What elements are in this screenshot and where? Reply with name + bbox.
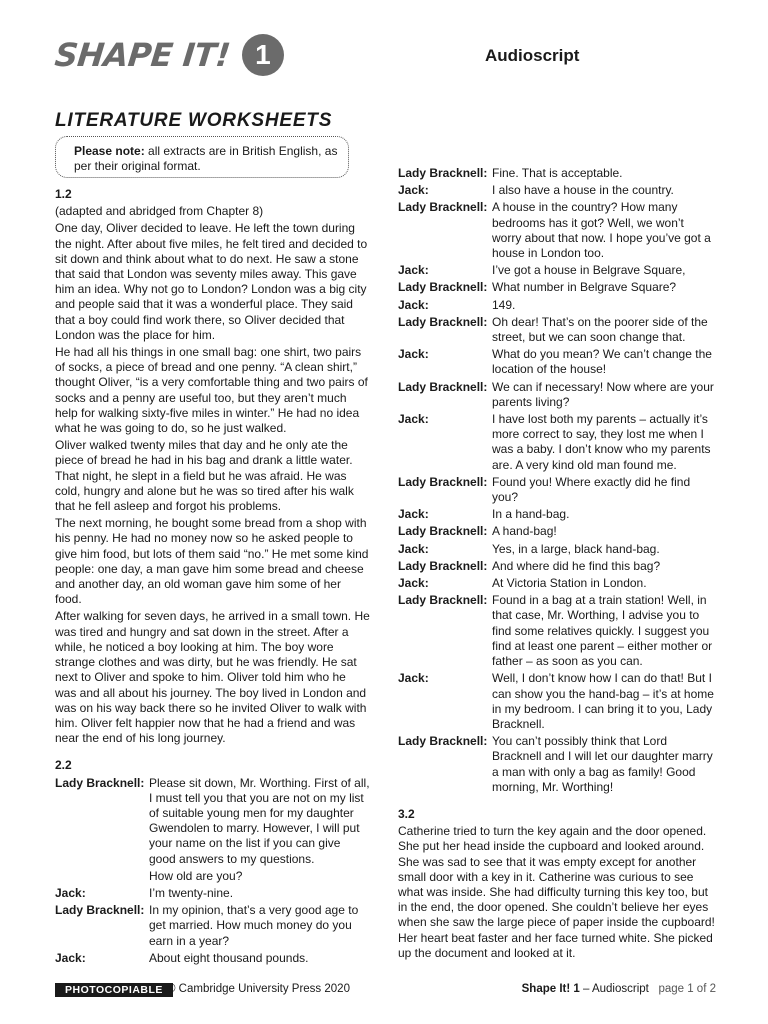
dialogue-line: And where did he find this bag? [492, 558, 661, 573]
speaker-name: Lady Bracknell: [398, 166, 488, 180]
dialogue-line: You can’t possibly think that Lord Bracknell and I will let our daughter marry a man with only a bag as family! Good morning, Mr. Worthing! [492, 734, 713, 794]
paragraph: The next morning, he bought some bread from a shop with his penny. He had no money now so he asked people to give him food, but lots of them said “no.” He met some kind people: one day, a man gave him some bread and cheese and another day, an old woman gave him some of her food. [55, 516, 369, 607]
logo [55, 34, 284, 76]
speaker-name: Jack: [398, 412, 429, 427]
page-title: Audioscript [485, 46, 580, 65]
dialogue-row [55, 886, 370, 901]
section-title: LITERATURE WORKSHEETS [55, 110, 333, 131]
speaker-name: Lady Bracknell: [55, 903, 145, 918]
dialogue-line: A hand-bag! [492, 524, 557, 539]
dialogue-row [398, 200, 716, 261]
speaker-name: Jack: [55, 885, 86, 900]
dialogue-line: In a hand-bag. [492, 507, 570, 522]
speaker-name: Lady Bracknell: [398, 200, 488, 215]
speaker-name: Lady Bracknell: [398, 558, 488, 573]
dialogue-row [398, 166, 716, 181]
dialogue-row [398, 315, 716, 345]
dialogue-row [398, 576, 716, 591]
dialogue-row [398, 524, 716, 539]
dialogue-line: What number in Belgrave Square? [492, 280, 677, 295]
speaker-name: Jack: [398, 541, 429, 556]
dialogue-row [55, 776, 370, 867]
dialogue-row [398, 542, 716, 557]
speaker-name: Jack: [398, 297, 429, 312]
dialogue-line: Please sit down, Mr. Worthing. First of all, I must tell you that you are not on my list of suitable young men for my daughter Gwendolen to marry. However, I will put your name on the list if you can give good answers to my questions. [149, 775, 370, 866]
dialogue-row [398, 412, 716, 473]
dialogue-line: At Victoria Station in London. [492, 576, 647, 591]
dialogue-row [398, 559, 716, 574]
dialogue-line: 149. [492, 297, 516, 312]
left-column [55, 187, 370, 968]
section-subtitle: (adapted and abridged from Chapter 8) [55, 204, 264, 219]
dialogue-line: Well, I don’t know how I can do that! But I can show you the hand-bag – it’s at home in my bedroom. I can bring it to you, Lady Bracknell. [492, 671, 714, 731]
footer-book: Shape It! 1 [521, 983, 580, 995]
dialogue-row [398, 671, 716, 732]
page-number: page 1 of 2 [658, 983, 716, 995]
dialogue-row [55, 903, 370, 949]
dialogue-line: We can if necessary! Now where are your parents living? [492, 379, 714, 409]
dialogue-row [398, 507, 716, 522]
speaker-name: Lady Bracknell: [398, 524, 488, 539]
dialogue-line: Yes, in a large, black hand-bag. [492, 541, 660, 556]
speaker-name: Jack: [398, 183, 429, 198]
dialogue-line: A house in the country? How many bedrooms has it got? Well, we won’t worry about that now. I hope you’ve got a house in London too. [492, 200, 711, 261]
speaker-name: Lady Bracknell: [398, 593, 488, 608]
dialogue-row [398, 475, 716, 505]
section-number-3-2: 3.2 [398, 806, 415, 821]
speaker-name: Jack: [398, 507, 429, 522]
dialogue-row [398, 593, 716, 669]
dialogue-line: I’ve got a house in Belgrave Square, [492, 263, 686, 278]
dialogue-line: Oh dear! That’s on the poorer side of the street, but we can soon change that. [492, 314, 708, 345]
dialogue-row [55, 869, 370, 884]
speaker-name: Jack: [55, 950, 86, 965]
speaker-name: Jack: [398, 347, 429, 362]
paragraph: Oliver walked twenty miles that day and he only ate the piece of bread he had in his bag and drank a little water. That night, he slept in a field but he was afraid. He was cold, hungry and alone but he was so tired after his walk that he fell asleep and forgot his problems. [55, 438, 354, 514]
photocopiable-badge: PHOTOCOPIABLE [55, 983, 173, 997]
speaker-name: Lady Bracknell: [55, 775, 145, 790]
footer-page-info [522, 983, 716, 995]
paragraph: One day, Oliver decided to leave. He left the town during the night. After about five miles, he felt tired and decided to sit down and think about what to do next. He saw a stone that said that London was seventy miles away. This gave him an idea. Why not go to London? London was a big city and people said that it was a wonderful place. They said that a boy could find work there, so Oliver decided that London was the place for him. [55, 221, 368, 342]
speaker-name: Jack: [398, 576, 429, 591]
note-box [55, 136, 349, 178]
paragraph: After walking for seven days, he arrived in a small town. He was tired and hungry and sat down in the street. After a while, he noticed a boy looking at him. The boy wore strange clothes and was dirty, but he was friendly. He sat next to Oliver and spoke to him. Oliver told him who he was and all about his journey. The boy lived in London and was on his way back there so he invited Oliver to walk with him. Oliver felt happier now that he had a friend and was near the end of his long journey. [55, 609, 370, 746]
dialogue-line: Fine. That is acceptable. [492, 166, 623, 180]
dialogue-row [398, 263, 716, 278]
footer-separator: – [579, 983, 592, 995]
speaker-name: Jack: [398, 263, 429, 278]
dialogue-line: Found in a bag at a train station! Well, in that case, Mr. Worthing, I advise you to find some relatives quickly. I suggest you find at least one parent – either mother or father – as soon as you can. [492, 593, 713, 669]
paragraph: He had all his things in one small bag: one shirt, two pairs of socks, a piece of bread and one penny. “A clean shirt,” thought Oliver, “is a very comfortable thing and two pairs of socks and a penny are useful too, but they aren’t much help for walking sixty-five miles in winter.” He had no idea what he was going to do, so he just walked. [55, 345, 368, 436]
dialogue-right [398, 166, 716, 795]
logo-level-badge: 1 [242, 34, 284, 76]
speaker-name: Lady Bracknell: [398, 474, 488, 489]
dialogue-row [398, 347, 716, 377]
copyright: © Cambridge University Press 2020 [167, 983, 350, 995]
section-number-2-2: 2.2 [55, 758, 72, 773]
speaker-name: Lady Bracknell: [398, 280, 488, 295]
paragraph: Catherine tried to turn the key again and the door opened. She put her head inside the cupboard and looked around. She was sad to see that it was empty except for another small door with a key in it. Catherine was curious to see what was inside. She had difficulty turning this key too, but in the end, the door opened. She couldn’t believe her eyes when she saw the large piece of paper inside the cupboard! Her heart beat faster and her face turned white. She picked up the document and looked at it. [398, 824, 715, 960]
dialogue-row [398, 183, 716, 198]
dialogue-row [398, 298, 716, 313]
dialogue-line: I’m twenty-nine. [149, 885, 234, 900]
dialogue-row [398, 380, 716, 410]
dialogue-line: I have lost both my parents – actually it’s more correct to say, they lost me when I was a baby. I don’t know who my parents are. A very kind old man found me. [492, 412, 711, 472]
speaker-name: Lady Bracknell: [398, 314, 488, 329]
dialogue-row [55, 951, 370, 966]
speaker-name: Lady Bracknell: [398, 379, 488, 394]
footer [55, 983, 716, 997]
speaker-name [55, 869, 149, 884]
dialogue-row [398, 734, 716, 795]
dialogue-line: In my opinion, that’s a very good age to get married. How much money do you earn in a year? [149, 903, 359, 948]
dialogue-line: What do you mean? We can’t change the location of the house! [492, 347, 712, 377]
logo-text: SHAPE IT! [53, 36, 232, 74]
dialogue-line: About eight thousand pounds. [149, 950, 309, 965]
dialogue-left [55, 776, 370, 966]
dialogue-line: Found you! Where exactly did he find you? [492, 474, 691, 505]
dialogue-line: How old are you? [149, 868, 243, 883]
note-label: Please note: [74, 144, 145, 158]
footer-doc: Audioscript [591, 983, 649, 995]
section-number-1-2: 1.2 [55, 187, 72, 201]
speaker-name: Lady Bracknell: [398, 734, 488, 749]
dialogue-row [398, 280, 716, 295]
dialogue-line: I also have a house in the country. [492, 183, 674, 198]
right-column [398, 166, 716, 963]
speaker-name: Jack: [398, 671, 429, 686]
note-text: all extracts are in British English, as per their original format. [74, 144, 338, 173]
